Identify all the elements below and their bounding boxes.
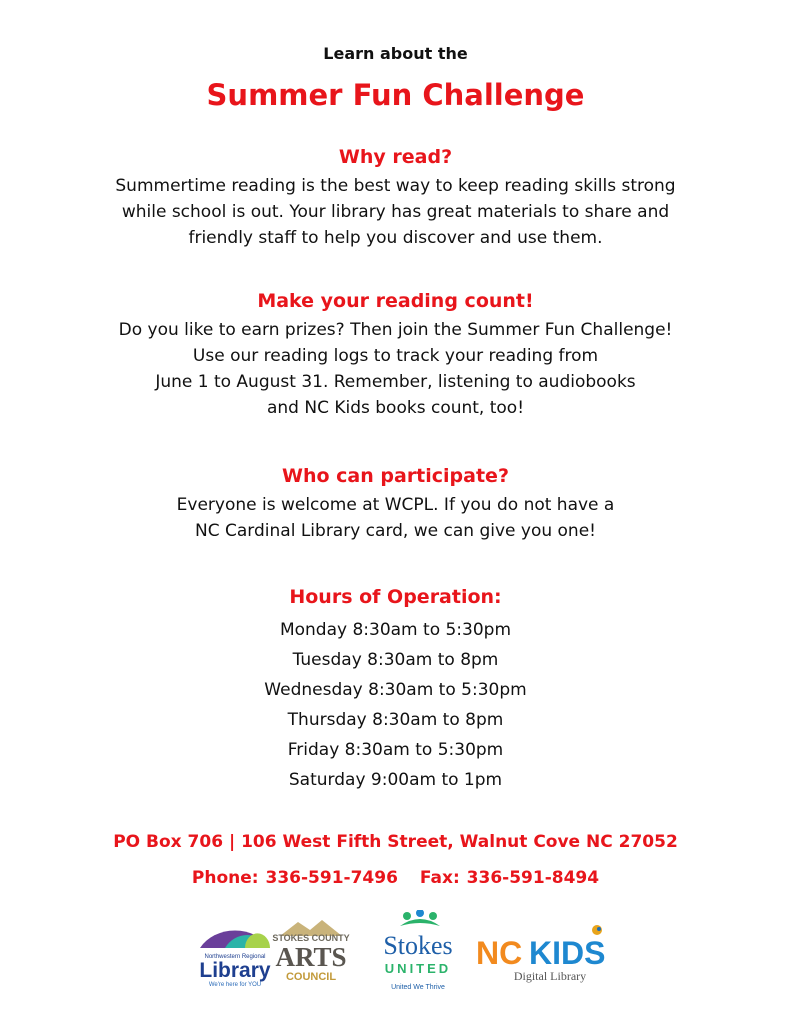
reading-count-heading: Make your reading count! — [257, 290, 534, 312]
hours-row: Monday 8:30am to 5:30pm — [279, 620, 512, 640]
nckids-line2: KIDS — [529, 935, 606, 971]
nckids-line3: Digital Library — [513, 969, 587, 983]
stokes-line2: UNITED — [384, 961, 452, 976]
hours-row: Saturday 9:00am to 1pm — [288, 770, 503, 790]
arts-line2: ARTS — [275, 942, 347, 972]
nckids-line1: NC — [476, 935, 523, 971]
partner-logos — [0, 910, 791, 995]
reading-count-line: Use our reading logs to track your reading from — [192, 346, 599, 366]
stokes-line1: Stokes — [383, 931, 453, 960]
reading-count-line: and NC Kids books count, too! — [266, 398, 525, 418]
hours-row: Tuesday 8:30am to 8pm — [292, 650, 499, 670]
why-read-line: while school is out. Your library has great materials to share and — [121, 202, 670, 222]
nwrl-library-logo — [199, 930, 271, 988]
why-read-line: Summertime reading is the best way to keep reading skills strong — [115, 176, 676, 196]
hours-row: Friday 8:30am to 5:30pm — [287, 740, 504, 760]
why-read-line: friendly staff to help you discover and use them. — [188, 228, 603, 248]
participate-body — [0, 492, 791, 544]
phone-number: Phone: 336-591-7496 — [191, 868, 398, 888]
arts-line3: COUNCIL — [285, 971, 337, 983]
intro-text: Learn about the — [323, 44, 468, 63]
stokes-united-logo — [383, 910, 452, 991]
why-read-body — [0, 173, 791, 251]
hours-list — [0, 615, 791, 795]
participate-line: NC Cardinal Library card, we can give you one! — [195, 521, 596, 541]
hours-heading: Hours of Operation: — [289, 586, 502, 608]
reading-count-body — [0, 317, 791, 421]
nwrl-line3: We're here for YOU — [208, 982, 262, 988]
nwrl-line2: Library — [199, 959, 271, 982]
reading-count-line: June 1 to August 31. Remember, listening to audiobooks — [155, 372, 636, 392]
hours-row: Thursday 8:30am to 8pm — [287, 710, 504, 730]
hours-row: Wednesday 8:30am to 5:30pm — [264, 680, 527, 700]
address: PO Box 706 | 106 West Fifth Street, Walnut Cove NC 27052 — [113, 832, 678, 852]
reading-count-line: Do you like to earn prizes? Then join the Summer Fun Challenge! — [118, 320, 673, 340]
contact-line — [0, 868, 791, 888]
participate-heading: Who can participate? — [282, 465, 509, 487]
participate-line: Everyone is welcome at WCPL. If you do not have a — [176, 495, 615, 515]
why-read-heading: Why read? — [338, 146, 453, 168]
arts-council-logo — [272, 920, 349, 983]
stokes-line3: United We Thrive — [391, 984, 445, 991]
page-title: Summer Fun Challenge — [206, 78, 585, 112]
nwrl-line1: Northwestern Regional — [204, 954, 266, 960]
fax-number: Fax: 336-591-8494 — [419, 868, 600, 888]
nckids-logo — [476, 925, 605, 983]
arts-line1: STOKES COUNTY — [272, 933, 350, 943]
